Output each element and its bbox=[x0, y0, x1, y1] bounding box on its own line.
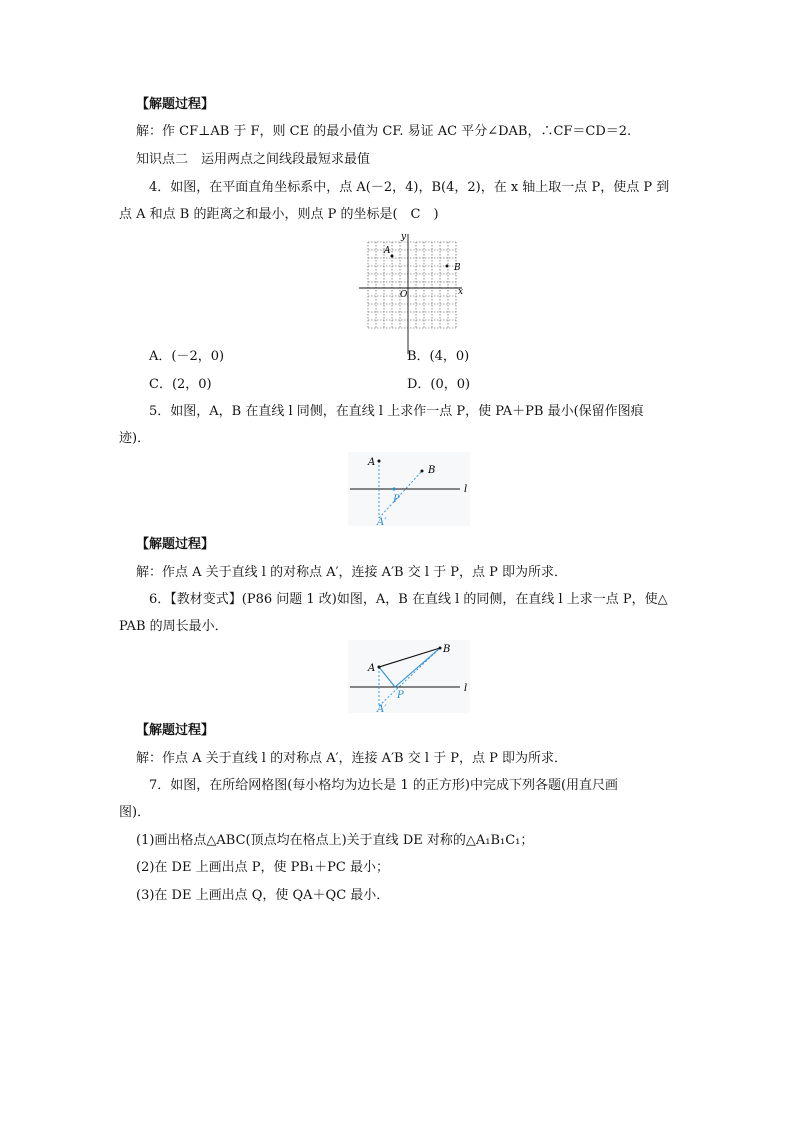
point-b bbox=[421, 470, 424, 473]
x-axis-label: x bbox=[458, 287, 464, 297]
point-b bbox=[446, 265, 449, 268]
reflection-figure-q5 bbox=[348, 452, 470, 526]
reflection-figure-q6 bbox=[348, 640, 470, 713]
solution-text: 解：作 CF⊥AB 于 F，则 CE 的最小值为 CF. 易证 AC 平分∠DAB，∴CF＝CD＝2. bbox=[136, 124, 632, 139]
option-d: D．(0，0) bbox=[407, 377, 471, 392]
question-5-line-1: 5．如图，A，B 在直线 l 同侧，在直线 l 上求作一点 P，使 PA＋PB 最小(保留作图痕 bbox=[149, 404, 644, 419]
point-a-prime-label: A′ bbox=[377, 704, 387, 713]
point-a-label: A bbox=[384, 246, 391, 256]
section-title: 知识点二 运用两点之间线段最短求最值 bbox=[136, 152, 371, 167]
point-a bbox=[378, 666, 381, 669]
option-a: A．(－2，0) bbox=[149, 349, 225, 364]
point-b-label: B bbox=[443, 644, 451, 655]
question-7-item-3: (3)在 DE 上画出点 Q，使 QA＋QC 最小． bbox=[136, 888, 390, 903]
question-5-line-2: 迹)． bbox=[119, 431, 151, 446]
option-c: C．(2，0) bbox=[149, 377, 212, 392]
point-b-label: B bbox=[428, 465, 436, 476]
line-l-label: l bbox=[464, 683, 468, 694]
point-b bbox=[439, 647, 442, 650]
solution-heading: 【解题过程】 bbox=[136, 97, 215, 112]
option-b: B．(4，0) bbox=[407, 349, 470, 364]
point-a-label: A bbox=[368, 663, 376, 674]
point-p-label: P bbox=[393, 494, 400, 505]
question-7-item-2: (2)在 DE 上画出点 P，使 PB₁＋PC 最小； bbox=[136, 860, 389, 875]
question-6-line-1: 6．【教材变式】(P86 问题 1 改)如图，A，B 在直线 l 的同侧，在直线 l 上求一点 P，使△ bbox=[149, 592, 668, 607]
question-4-line-1: 4．如图，在平面直角坐标系中，点 A(－2，4)，B(4，2)，在 x 轴上取一点 P，使点 P 到 bbox=[149, 180, 670, 195]
question-6-line-2: PAB 的周长最小． bbox=[119, 619, 228, 634]
solution-heading: 【解题过程】 bbox=[136, 723, 215, 738]
figure-background bbox=[348, 640, 470, 713]
point-a bbox=[391, 255, 394, 258]
question-7-item-1: (1)画出格点△ABC(顶点均在格点上)关于直线 DE 对称的△A₁B₁C₁； bbox=[136, 833, 534, 848]
point-a-label: A bbox=[368, 457, 376, 468]
origin-label: O bbox=[400, 290, 408, 300]
solution-text: 解：作点 A 关于直线 l 的对称点 A′，连接 A′B 交 l 于 P，点 P 即为所求． bbox=[136, 751, 568, 766]
point-a bbox=[378, 460, 381, 463]
y-axis-label: y bbox=[401, 232, 407, 242]
solution-text: 解：作点 A 关于直线 l 的对称点 A′，连接 A′B 交 l 于 P，点 P 即为所求． bbox=[136, 565, 568, 580]
grid-lines bbox=[368, 242, 456, 328]
question-7-line-1: 7．如图，在所给网格图(每小格均为边长是 1 的正方形)中完成下列各题(用直尺画 bbox=[149, 778, 619, 793]
coordinate-grid-figure bbox=[355, 230, 467, 358]
question-4-line-2: 点 A 和点 B 的距离之和最小，则点 P 的坐标是( C ) bbox=[119, 207, 439, 222]
line-l-label: l bbox=[464, 484, 468, 495]
point-p-label: P bbox=[397, 690, 404, 701]
point-b-label: B bbox=[454, 263, 461, 273]
question-7-line-2: 图)． bbox=[119, 805, 151, 820]
point-a-prime-label: A′ bbox=[377, 517, 387, 526]
point-p bbox=[392, 487, 395, 490]
solution-heading: 【解题过程】 bbox=[136, 537, 215, 552]
